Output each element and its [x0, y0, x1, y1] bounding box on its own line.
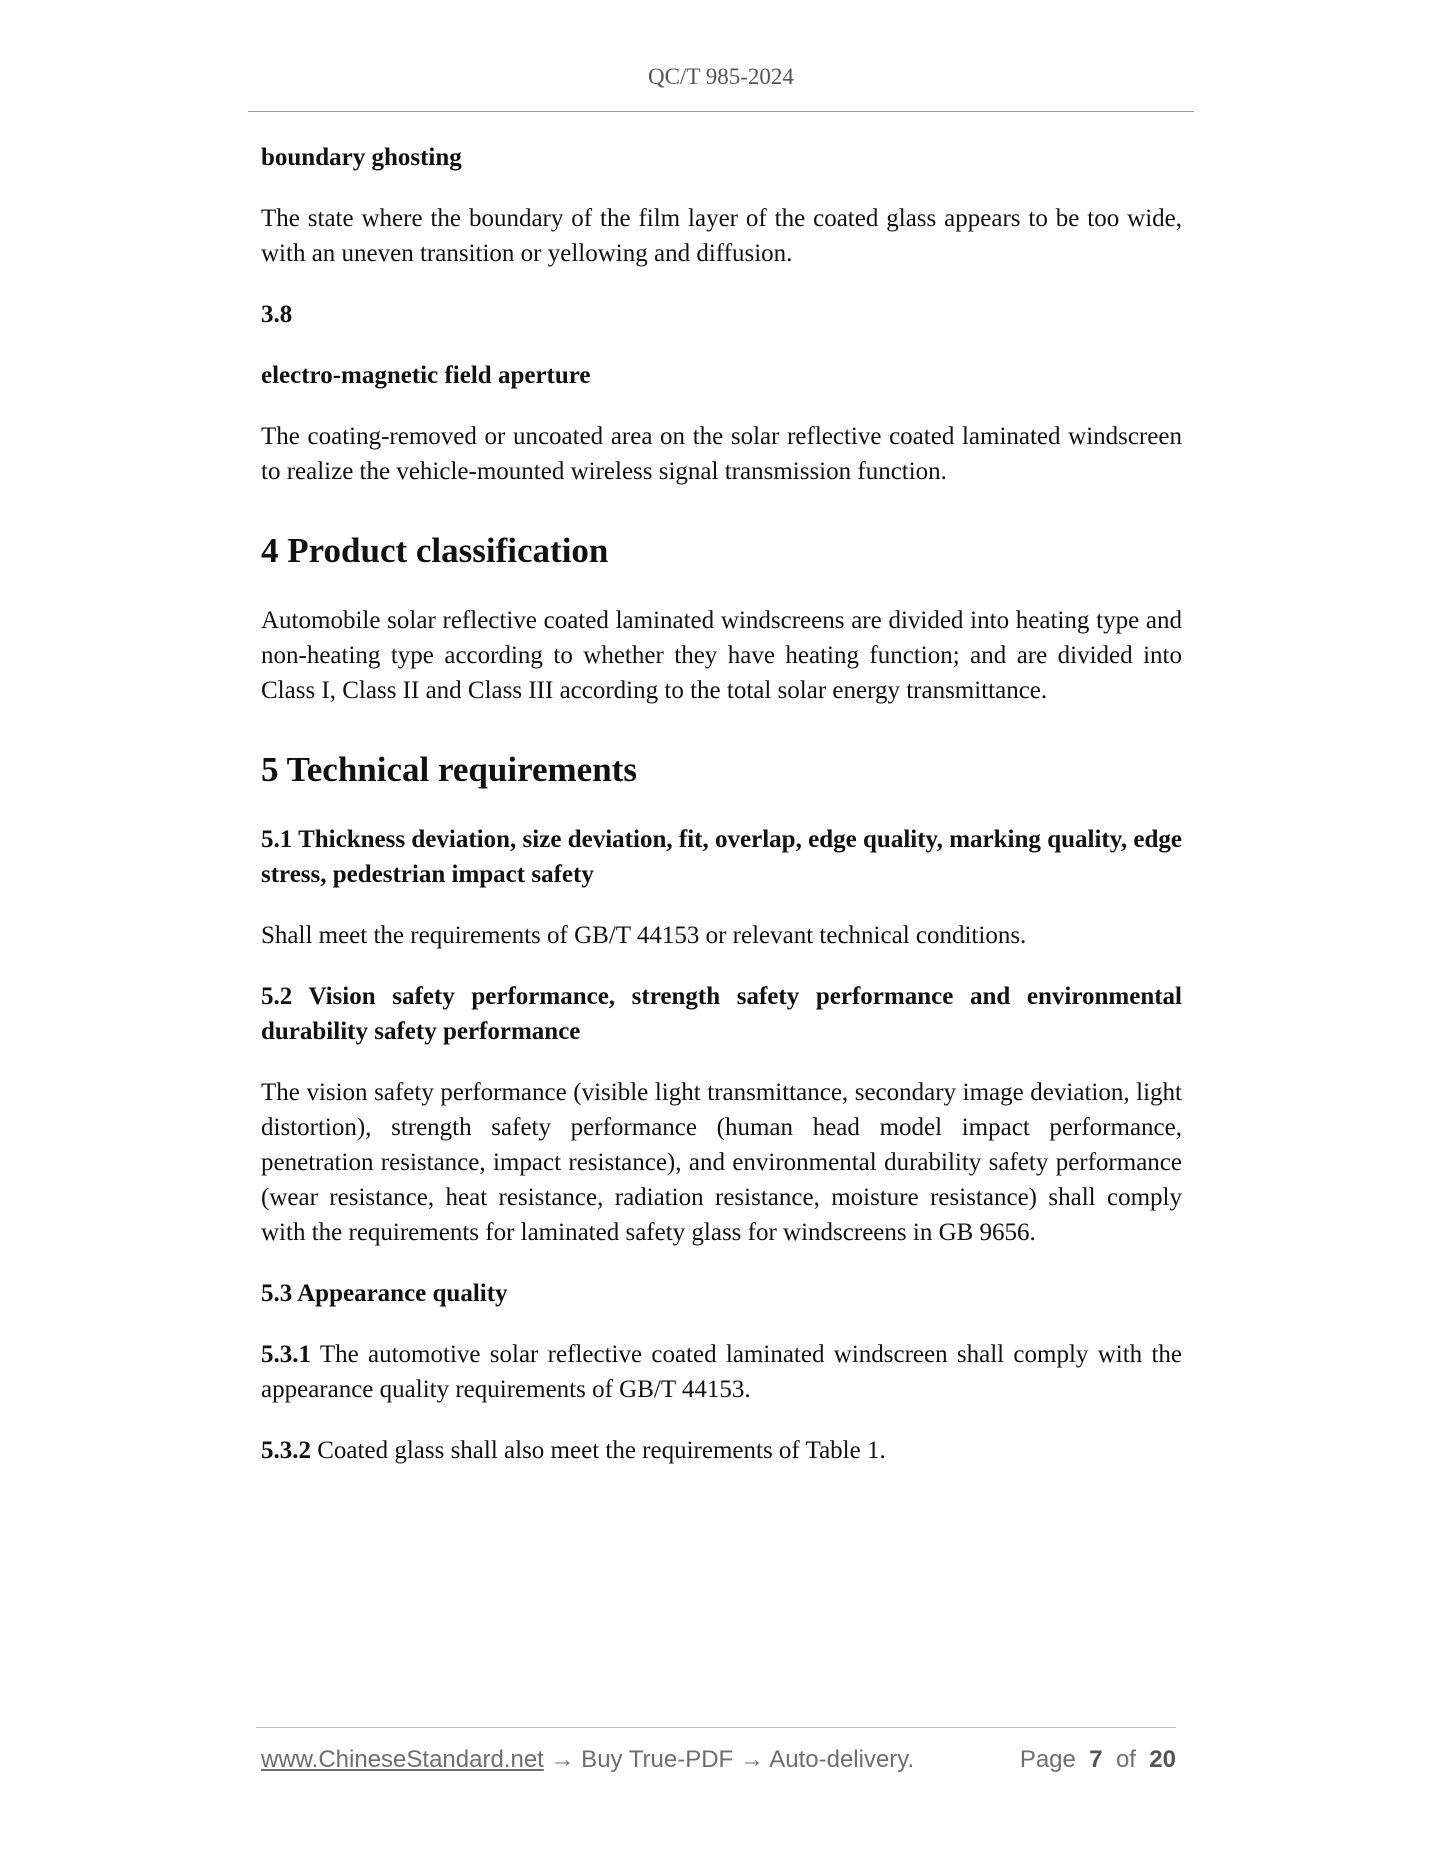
- clause-5-1-body: Shall meet the requirements of GB/T 44153 or relevant technical conditions.: [261, 922, 1027, 949]
- definition-boundary-ghosting: The state where the boundary of the film layer of the coated glass appears to be too wide, with an uneven transition or yellowing and diffusion.: [261, 205, 1182, 267]
- page-label: Page: [1019, 1746, 1076, 1773]
- clause-5-3-2-number: 5.3.2: [261, 1437, 311, 1464]
- page-header: QC/T 985-2024: [648, 64, 794, 89]
- clause-5-3-2-body: Coated glass shall also meet the requirements of Table 1.: [311, 1437, 886, 1464]
- section-4-heading: 4 Product classification: [261, 531, 609, 570]
- section-5-heading: 5 Technical requirements: [261, 750, 637, 789]
- footer-divider: [256, 1727, 1176, 1728]
- clause-number-3-8: 3.8: [261, 301, 293, 328]
- promo-text: → Buy True-PDF → Auto-delivery.: [543, 1746, 915, 1773]
- header-divider: [248, 111, 1194, 112]
- site-link[interactable]: www.ChineseStandard.net: [261, 1746, 544, 1773]
- clause-5-3-heading: 5.3 Appearance quality: [261, 1280, 508, 1307]
- clause-5-3-1-number: 5.3.1: [261, 1341, 311, 1368]
- clause-5-3-1-body: The automotive solar reflective coated laminated windscreen shall comply with the appearance quality requirements of GB/T 44153.: [261, 1341, 1182, 1403]
- page-number: [1020, 1746, 1176, 1774]
- section-4-body: Automobile solar reflective coated laminated windscreens are divided into heating type and non-heating type according to whether they have heating function; and are divided into Class I, Class II and Class III according to the total solar energy transmittance.: [261, 607, 1182, 704]
- term-em-field-aperture: electro-magnetic field aperture: [261, 362, 591, 389]
- clause-5-3-2: [261, 1433, 1182, 1468]
- definition-em-field-aperture: The coating-removed or uncoated area on the solar reflective coated laminated windscreen to realize the vehicle-mounted wireless signal transmission function.: [261, 423, 1182, 485]
- term-boundary-ghosting: boundary ghosting: [261, 144, 462, 171]
- clause-5-2-heading: 5.2 Vision safety performance, strength safety performance and environmental durability safety performance: [261, 983, 1182, 1045]
- clause-5-3-1: [261, 1337, 1182, 1407]
- page-of-label: of: [1115, 1746, 1136, 1773]
- clause-5-1-heading: 5.1 Thickness deviation, size deviation, fit, overlap, edge quality, marking quality, edge stress, pedestrian impact safety: [261, 826, 1182, 888]
- page-total: 20: [1149, 1746, 1176, 1773]
- page-current: 7: [1089, 1746, 1103, 1773]
- clause-5-2-body: The vision safety performance (visible light transmittance, secondary image deviation, light distortion), strength safety performance (human head model impact performance, penetration resistance, impact resistance), and environmental durability safety performance (wear resistance, heat resistance, radiation resistance, moisture resistance) shall comply with the requirements for laminated safety glass for windscreens in GB 9656.: [261, 1079, 1182, 1246]
- footer-promo: [261, 1746, 914, 1774]
- document-body: [261, 140, 1182, 1494]
